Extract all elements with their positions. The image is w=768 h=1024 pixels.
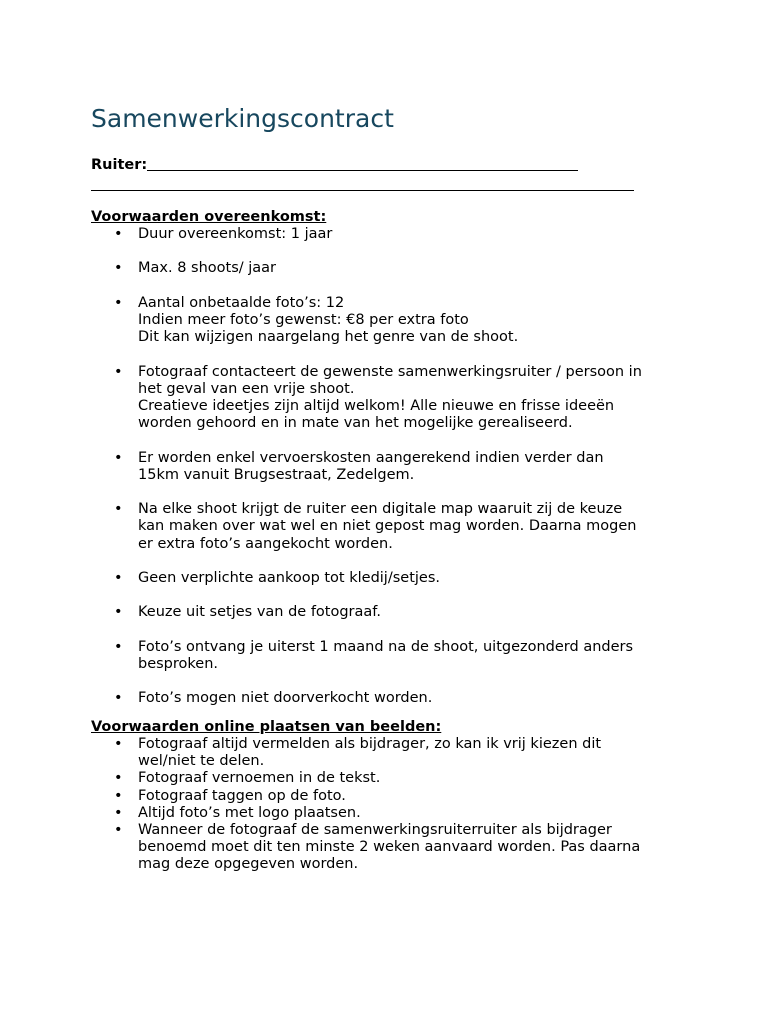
- list-item: [91, 736, 691, 770]
- list-item-text: Indien meer foto’s gewenst: €8 per extra foto: [138, 311, 469, 328]
- bullet-icon: •: [114, 226, 123, 242]
- bullet-icon: •: [114, 822, 123, 839]
- bullet-icon: •: [114, 604, 123, 621]
- list-item-text: Geen verplichte aankoop tot kledij/setjes.: [138, 569, 440, 586]
- list-item-text: Altijd foto’s met logo plaatsen.: [138, 804, 361, 821]
- list-item-text: benoemd moet dit ten minste 2 weken aanvaard worden. Pas daarna: [138, 839, 641, 856]
- ruiter-field: [91, 157, 578, 173]
- list-item-text: worden gehoord en in mate van het mogelijke gerealiseerd.: [138, 415, 573, 432]
- list-item-text: mag deze opgegeven worden.: [138, 856, 359, 873]
- ruiter-blank-line: [147, 169, 578, 171]
- conditions-list: [91, 226, 691, 725]
- list-item: [91, 788, 691, 805]
- list-item-text: het geval van een vrije shoot.: [138, 380, 355, 397]
- list-item: [91, 770, 691, 787]
- bullet-icon: •: [114, 449, 123, 466]
- list-item: [91, 805, 691, 822]
- list-item-text: Er worden enkel vervoerskosten aangerekend indien verder dan: [138, 449, 604, 466]
- bullet-icon: •: [114, 787, 123, 804]
- list-item: [91, 364, 691, 433]
- list-item-text: Fotograaf contacteert de gewenste samenwerkingsruiter / persoon in: [138, 363, 642, 380]
- bullet-icon: •: [114, 363, 123, 380]
- section-heading-online: Voorwaarden online plaatsen van beelden:: [91, 719, 442, 735]
- list-item-text: wel/niet te delen.: [138, 753, 265, 770]
- ruiter-label: Ruiter:: [91, 157, 148, 173]
- ruiter-second-blank-line: [91, 190, 634, 191]
- list-item-text: Duur overeenkomst: 1 jaar: [138, 226, 333, 242]
- list-item: [91, 639, 691, 673]
- online-conditions-list: [91, 736, 691, 874]
- bullet-icon: •: [114, 260, 123, 277]
- bullet-icon: •: [114, 638, 123, 655]
- bullet-icon: •: [114, 736, 123, 752]
- list-item: [91, 690, 691, 707]
- list-item-text: Foto’s mogen niet doorverkocht worden.: [138, 690, 433, 707]
- list-item-text: Dit kan wijzigen naargelang het genre van de shoot.: [138, 329, 519, 346]
- list-item-text: Foto’s ontvang je uiterst 1 maand na de shoot, uitgezonderd anders: [138, 638, 634, 655]
- bullet-icon: •: [114, 569, 123, 586]
- list-item-text: Fotograaf altijd vermelden als bijdrager, zo kan ik vrij kiezen dit: [138, 736, 602, 752]
- list-item-text: kan maken over wat wel en niet gepost mag worden. Daarna mogen: [138, 518, 637, 535]
- bullet-icon: •: [114, 294, 123, 311]
- list-item-text: Keuze uit setjes van de fotograaf.: [138, 604, 381, 621]
- list-item: [91, 501, 691, 553]
- list-item-text: Fotograaf vernoemen in de tekst.: [138, 770, 381, 787]
- list-item-text: besproken.: [138, 655, 218, 672]
- bullet-icon: •: [114, 690, 123, 707]
- list-item-text: Max. 8 shoots/ jaar: [138, 260, 277, 277]
- list-item: [91, 822, 691, 874]
- list-item: [91, 260, 691, 277]
- list-item: [91, 295, 691, 347]
- list-item-text: Aantal onbetaalde foto’s: 12: [138, 294, 345, 311]
- section-heading-overeenkomst: Voorwaarden overeenkomst:: [91, 209, 327, 225]
- list-item-text: er extra foto’s aangekocht worden.: [138, 535, 393, 552]
- list-item-text: Na elke shoot krijgt de ruiter een digitale map waaruit zij de keuze: [138, 501, 623, 518]
- list-item-text: Wanneer de fotograaf de samenwerkingsruiterruiter als bijdrager: [138, 822, 612, 839]
- list-item-text: Creatieve ideetjes zijn altijd welkom! Alle nieuwe en frisse ideeën: [138, 397, 615, 414]
- bullet-icon: •: [114, 804, 123, 821]
- list-item: [91, 226, 691, 243]
- list-item-text: Fotograaf taggen op de foto.: [138, 787, 346, 804]
- bullet-icon: •: [114, 770, 123, 787]
- list-item: [91, 570, 691, 587]
- list-item: [91, 604, 691, 621]
- list-item: [91, 450, 691, 484]
- list-item-text: 15km vanuit Brugsestraat, Zedelgem.: [138, 466, 415, 483]
- document-title: Samenwerkingscontract: [91, 104, 394, 133]
- bullet-icon: •: [114, 501, 123, 518]
